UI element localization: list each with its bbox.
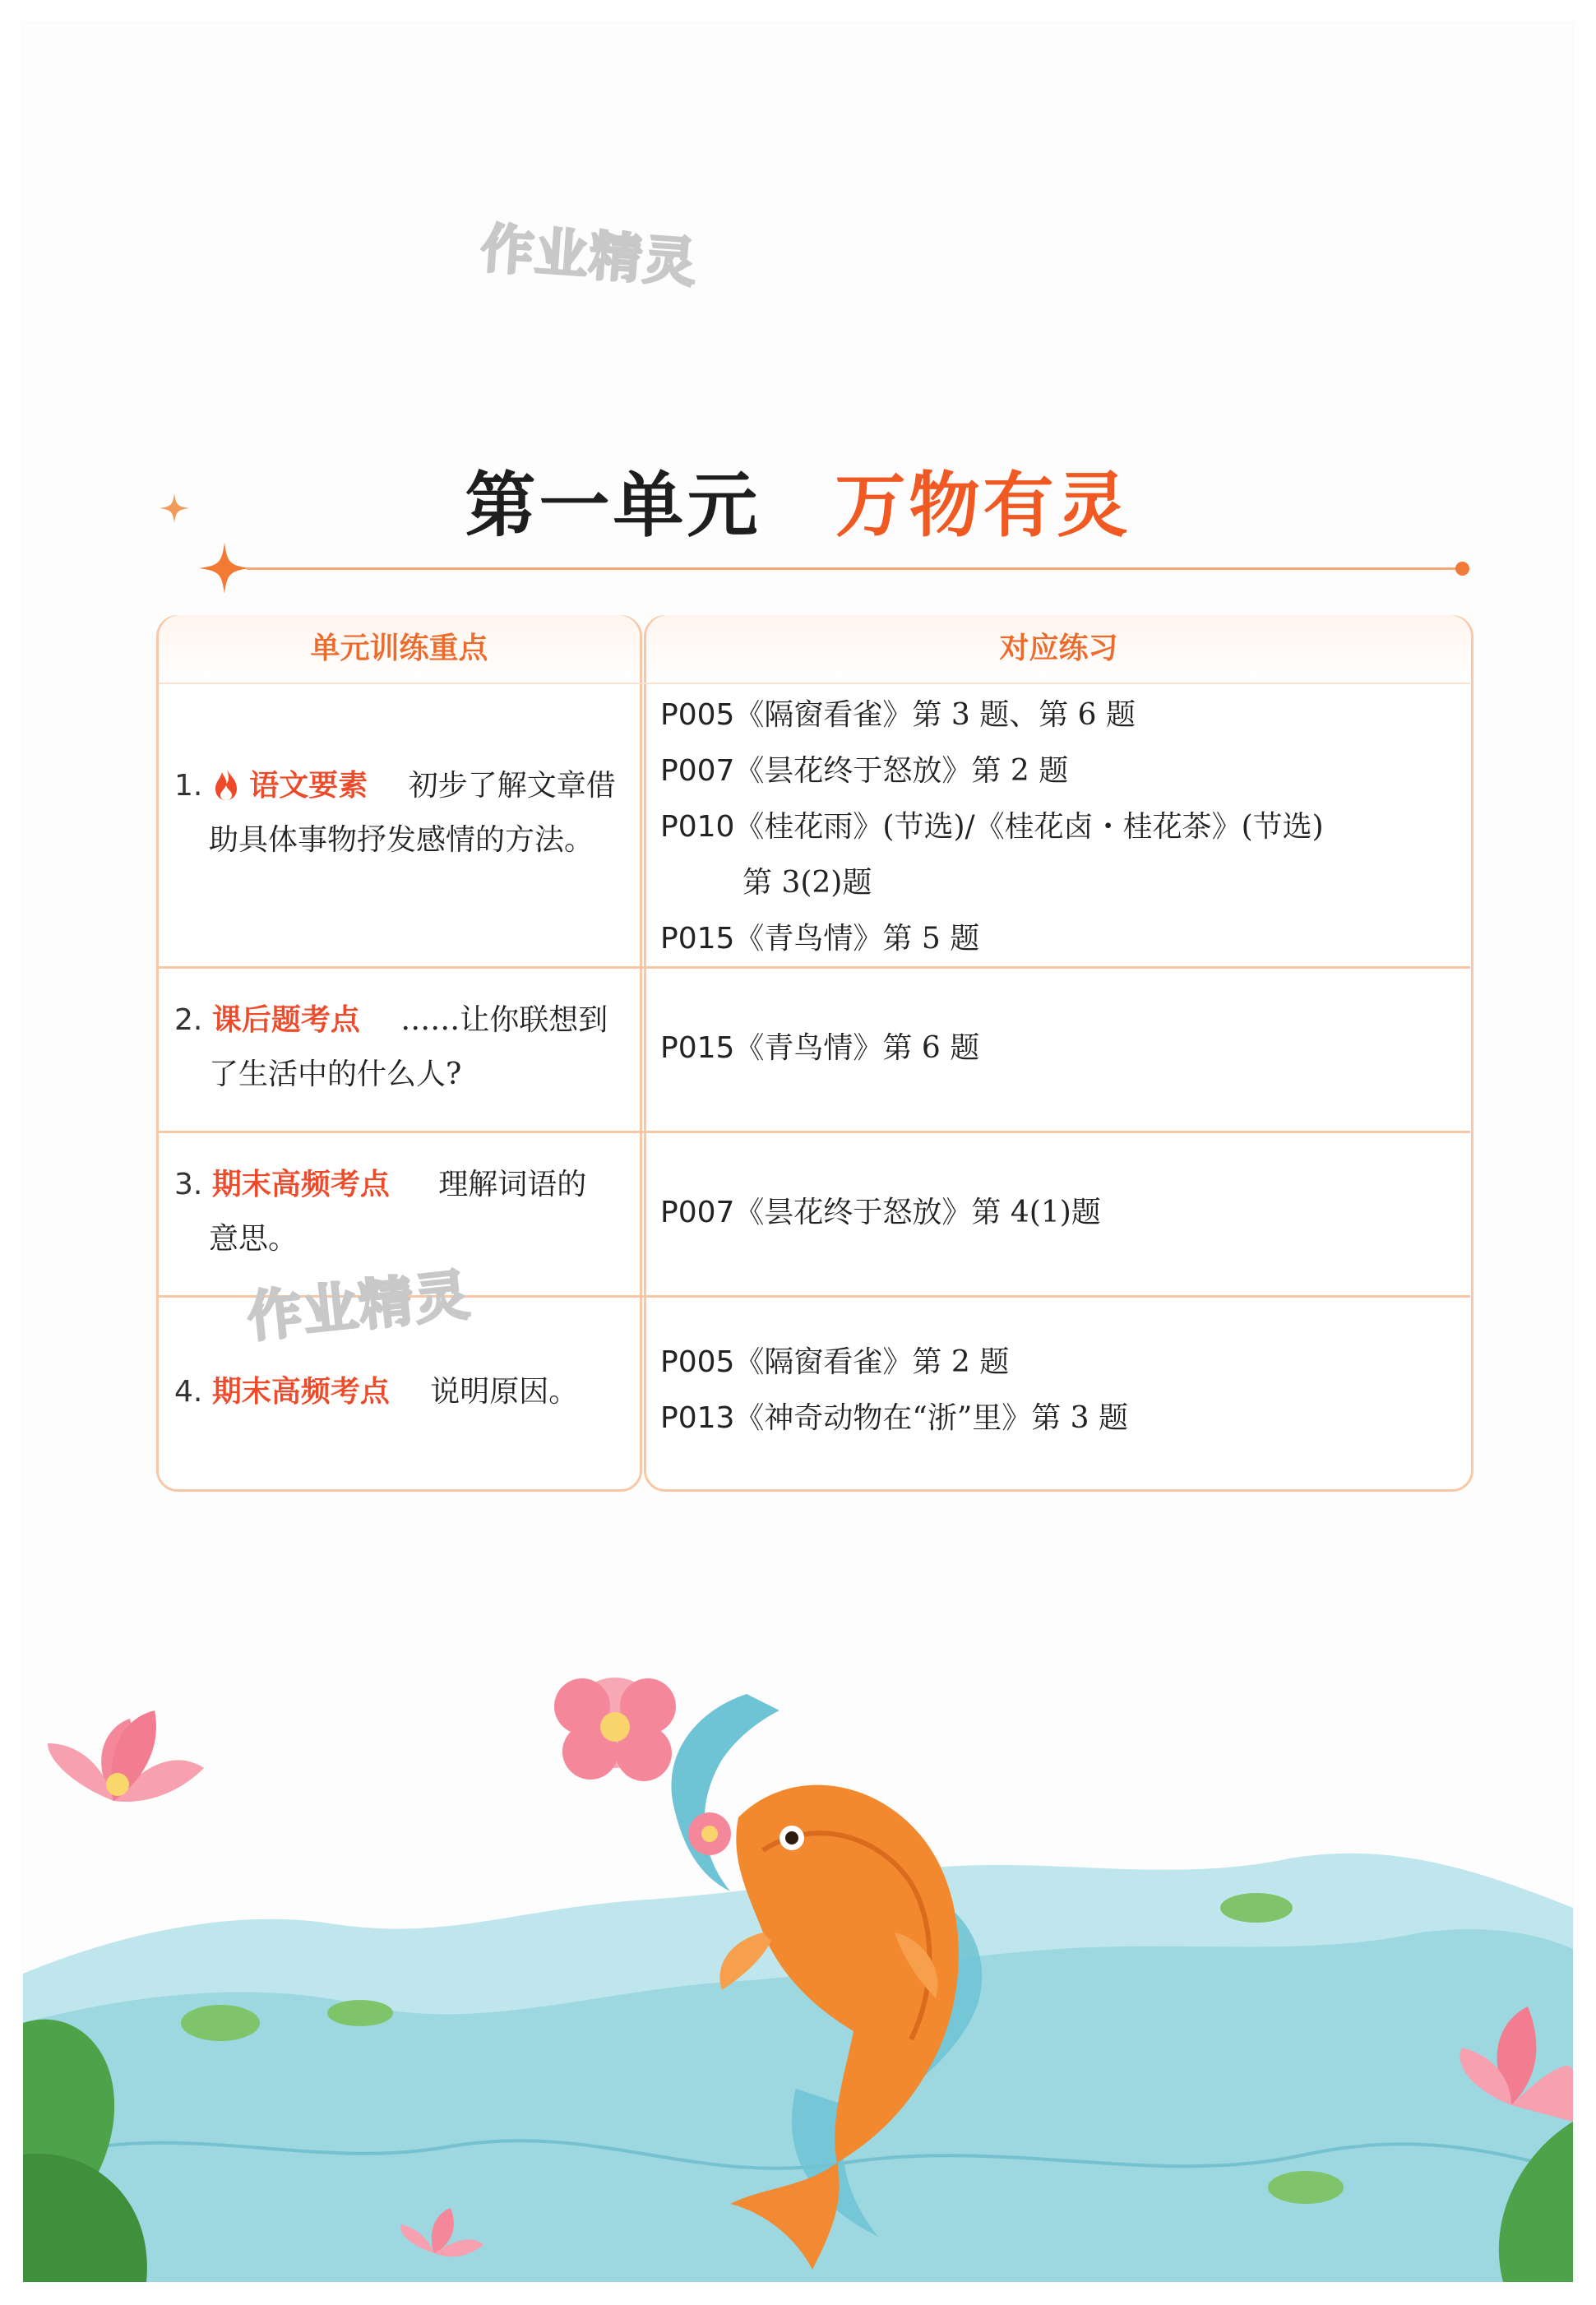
table-row-1-focus [174, 759, 635, 868]
tag-after-class: 课后题考点 [211, 1003, 360, 1037]
ref-page: P015 [660, 922, 735, 956]
tag-language-element: 语文要素 [249, 769, 368, 803]
row-number: 1. [174, 769, 203, 803]
page-title [0, 448, 1596, 550]
ref-text: 《青鸟情》第 6 题 [734, 1031, 980, 1065]
ref-line [660, 1185, 1450, 1241]
ref-text: 《隔窗看雀》第 2 题 [734, 1345, 1010, 1379]
underline-dot [1455, 562, 1469, 576]
watermark-top: 作业精灵 [479, 218, 700, 295]
table-row-1-refs [660, 687, 1450, 967]
tag-final-exam: 期末高频考点 [211, 1375, 390, 1409]
ref-page: P005 [660, 1345, 735, 1379]
row-divider [159, 683, 1470, 684]
ref-line [660, 1335, 1450, 1391]
focus-text: ……让你联想到 [400, 1003, 608, 1037]
table-row-2-focus [174, 993, 635, 1102]
focus-text: 说明原因。 [430, 1375, 579, 1409]
focus-text: 理解词语的 [438, 1168, 587, 1201]
ref-line [660, 743, 1450, 799]
table-row-3-focus [174, 1158, 635, 1266]
ref-line [660, 855, 1450, 911]
ref-text: 《昙花终于怒放》第 4(1)题 [734, 1196, 1101, 1229]
ref-line [660, 911, 1450, 967]
lotus-flower-left [48, 1710, 204, 1802]
lily-pad [181, 2005, 260, 2041]
focus-text: 意思。 [209, 1222, 298, 1256]
row-divider [159, 1131, 1470, 1133]
watermark-middle: 作业精灵 [244, 1262, 474, 1349]
ref-page: P013 [660, 1401, 735, 1435]
training-table [156, 615, 1472, 1487]
header-training-focus: 单元训练重点 [159, 615, 640, 683]
table-row-4-refs [660, 1335, 1450, 1446]
ref-page: P010 [660, 810, 735, 844]
lily-pad [327, 2000, 393, 2026]
ref-text: 《神奇动物在“浙”里》第 3 题 [734, 1401, 1129, 1435]
lily-pad [1268, 2171, 1344, 2204]
sparkle-large-icon [197, 541, 252, 595]
unit-number: 第一单元 [465, 465, 761, 547]
ref-text: 《隔窗看雀》第 3 题、第 6 题 [734, 698, 1136, 732]
row-number: 4. [174, 1375, 203, 1409]
focus-text: 了生活中的什么人? [209, 1058, 462, 1091]
flower-near-fish [688, 1812, 731, 1855]
ref-page: P005 [660, 698, 735, 732]
ref-text: 《桂花雨》(节选)/《桂花卤・桂花茶》(节选) [734, 810, 1324, 844]
header-practice: 对应练习 [646, 615, 1471, 683]
unit-theme: 万物有灵 [835, 465, 1131, 547]
ref-text: 第 3(2)题 [742, 866, 872, 900]
table-row-3-refs [660, 1185, 1450, 1241]
row-number: 3. [174, 1168, 203, 1201]
ref-text: 《青鸟情》第 5 题 [734, 922, 980, 956]
title-underline [247, 567, 1464, 570]
sparkle-small-icon [158, 492, 191, 525]
ref-line [660, 687, 1450, 743]
pond-koi-illustration [23, 1661, 1573, 2282]
table-row-2-refs [660, 1021, 1450, 1076]
flame-icon [212, 766, 240, 802]
ref-page: P007 [660, 1196, 735, 1229]
focus-text: 初步了解文章借 [408, 769, 616, 803]
ref-line [660, 799, 1450, 855]
lily-pad [1220, 1893, 1293, 1923]
pink-flower-top [554, 1678, 676, 1781]
ref-line [660, 1021, 1450, 1076]
ref-line [660, 1391, 1450, 1446]
table-row-4-focus [174, 1365, 635, 1419]
tag-final-exam: 期末高频考点 [211, 1168, 390, 1201]
ref-text: 《昙花终于怒放》第 2 题 [734, 754, 1069, 788]
focus-text: 助具体事物抒发感情的方法。 [209, 823, 594, 857]
ref-page: P015 [660, 1031, 735, 1065]
ref-page: P007 [660, 754, 735, 788]
row-number: 2. [174, 1003, 203, 1037]
